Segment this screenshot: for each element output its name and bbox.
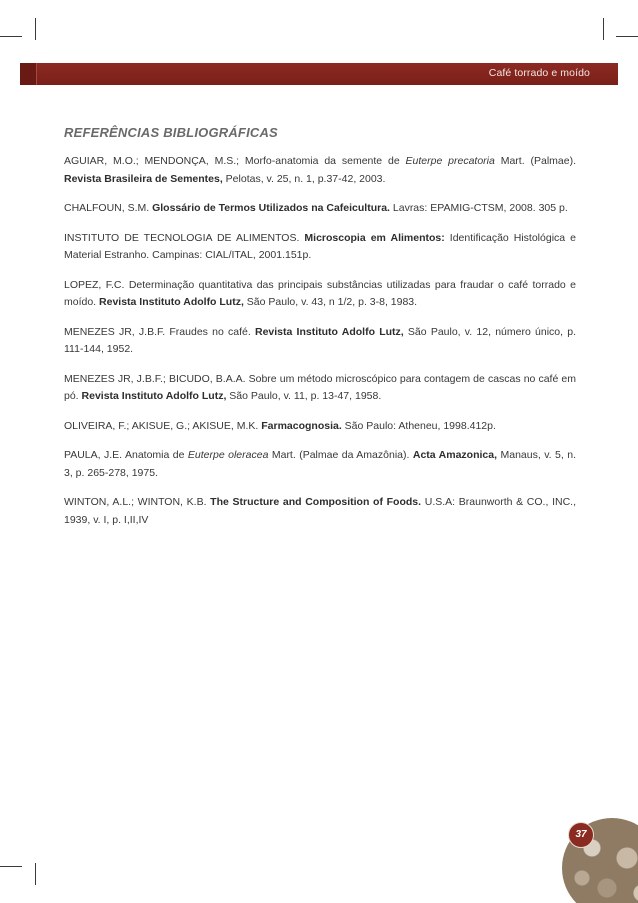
reference-text: U.S.A: Braunworth & CO., INC., 1939, v. I, p. I,II,IV xyxy=(64,496,576,526)
crop-mark xyxy=(35,863,36,885)
reference-text: WINTON, A.L.; WINTON, K.B. xyxy=(64,496,211,508)
reference-item xyxy=(64,230,576,265)
reference-list xyxy=(64,153,576,541)
page-number-badge xyxy=(548,812,638,903)
reference-text: Revista Instituto Adolfo Lutz, xyxy=(81,390,227,402)
reference-text: Pelotas, v. 25, n. 1, p.37-42, 2003. xyxy=(222,172,386,185)
reference-text: MENEZES JR, J.B.F.; BICUDO, B.A.A. Sobre um método microscópico para contagem de cascas no café em pó. xyxy=(64,372,576,402)
reference-text: São Paulo: Atheneu, 1998.412p. xyxy=(341,419,496,432)
header-band-stub xyxy=(20,63,37,85)
reference-item xyxy=(64,447,576,482)
reference-item xyxy=(64,200,576,218)
crop-mark xyxy=(616,36,638,37)
reference-text: LOPEZ, F.C. Determinação quantitativa das principais substâncias utilizadas para fraudar o café torrado e moído. xyxy=(64,278,576,308)
reference-text: AGUIAR, M.O.; MENDONÇA, M.S.; Morfo-anatomia da semente de xyxy=(64,155,406,167)
reference-text: São Paulo, v. 12, número único, p. 111-144, 1952. xyxy=(64,325,576,355)
crop-mark xyxy=(0,866,22,867)
reference-text: Lavras: EPAMIG-CTSM, 2008. 305 p. xyxy=(389,202,568,214)
reference-text: São Paulo, v. 43, n 1/2, p. 3-8, 1983. xyxy=(243,296,418,308)
running-header: Café torrado e moído xyxy=(488,67,590,79)
reference-text: Identificação Histológica e Material Estranho. Campinas: CIAL/ITAL, 2001.151p. xyxy=(64,231,576,261)
reference-text: INSTITUTO DE TECNOLOGIA DE ALIMENTOS. xyxy=(64,231,305,244)
reference-item xyxy=(64,324,576,359)
reference-text: Mart. (Palmae da Amazônia). xyxy=(268,449,413,461)
reference-text: Manaus, v. 5, n. 3, p. 265-278, 1975. xyxy=(64,449,576,479)
reference-text: Farmacognosia. xyxy=(261,419,342,432)
reference-item xyxy=(64,277,576,312)
reference-text: Revista Instituto Adolfo Lutz, xyxy=(99,296,244,308)
header-band xyxy=(20,63,618,85)
crop-mark xyxy=(0,36,22,37)
crop-mark xyxy=(603,18,604,40)
reference-text: Euterpe precatoria xyxy=(405,155,495,167)
reference-item xyxy=(64,418,576,436)
reference-text: Mart. (Palmae). xyxy=(494,155,577,167)
reference-text: CHALFOUN, S.M. xyxy=(64,202,153,214)
reference-text: MENEZES JR, J.B.F. Fraudes no café. xyxy=(64,325,255,338)
reference-text: Glossário de Termos Utilizados na Cafeicultura. xyxy=(152,202,390,214)
reference-text: Euterpe oleracea xyxy=(187,449,269,461)
reference-text: Revista Brasileira de Sementes, xyxy=(64,172,223,185)
reference-text: PAULA, J.E. Anatomia de xyxy=(64,449,188,461)
page-number: 37 xyxy=(568,822,594,848)
reference-text: Acta Amazonica, xyxy=(412,449,498,461)
reference-text: Microscopia em Alimentos: xyxy=(304,231,445,244)
reference-item xyxy=(64,494,576,529)
reference-text: Revista Instituto Adolfo Lutz, xyxy=(254,325,404,338)
reference-text: OLIVEIRA, F.; AKISUE, G.; AKISUE, M.K. xyxy=(64,419,262,432)
reference-text: The Structure and Composition of Foods. xyxy=(210,496,422,508)
section-title: REFERÊNCIAS BIBLIOGRÁFICAS xyxy=(64,125,278,140)
crop-mark xyxy=(35,18,36,40)
reference-item xyxy=(64,153,576,188)
reference-text: São Paulo, v. 11, p. 13-47, 1958. xyxy=(226,390,382,402)
reference-item xyxy=(64,371,576,406)
